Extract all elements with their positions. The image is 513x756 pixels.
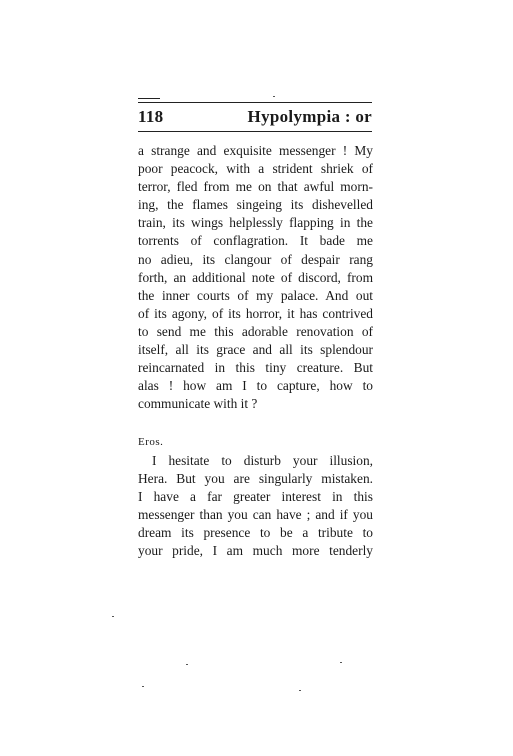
scan-speck	[299, 690, 301, 691]
text-line: terror, fled from me on that awful morn-	[138, 179, 373, 195]
text-line: dream its presence to be a tribute to	[138, 524, 373, 540]
text-line: poor peacock, with a strident shriek of	[138, 161, 373, 177]
text-line: train, its wings helplessly flapping in the	[138, 215, 373, 231]
text-line: messenger than you can have ; and if you	[138, 506, 373, 522]
text-line: Hera. But you are singularly mistaken.	[138, 470, 373, 486]
text-line: itself, all its grace and all its splendour	[138, 342, 373, 358]
text-line: ing, the flames singeing its dishevelled	[138, 197, 373, 213]
header-rule-tick	[138, 98, 160, 99]
text-line: to send me this adorable renovation of	[138, 323, 373, 339]
text-line: a strange and exquisite messenger ! My	[138, 143, 373, 158]
text-line: of its agony, of its horror, it has contrived	[138, 305, 373, 321]
text-line: no adieu, its clangour of despair rang	[138, 251, 373, 267]
scan-speck	[273, 96, 275, 97]
page-text	[138, 142, 373, 560]
paragraph-eros	[138, 452, 373, 561]
speaker-label: Eros.	[138, 436, 164, 449]
paragraph-gap	[138, 413, 373, 433]
text-line: alas ! how am I to capture, how to	[138, 378, 373, 394]
text-line: your pride, I am much more tenderly	[138, 542, 373, 558]
scan-speck	[112, 616, 114, 617]
text-line: I have a far greater interest in this	[138, 488, 373, 504]
text-line: torrents of conflagration. It bade me	[138, 233, 373, 249]
page-number: 118	[138, 107, 164, 126]
running-title: Hypolympia : or	[247, 107, 372, 126]
scan-speck	[142, 686, 144, 687]
paragraph-hera	[138, 142, 373, 413]
text-line: the inner courts of my palace. And out	[138, 287, 373, 303]
text-line: I hesitate to disturb your illusion,	[152, 452, 373, 468]
text-line: forth, an additional note of discord, from	[138, 269, 373, 285]
text-line: communicate with it ?	[138, 396, 258, 412]
text-line: reincarnated in this tiny creature. But	[138, 360, 373, 376]
running-head	[138, 102, 372, 132]
scan-speck	[340, 662, 342, 663]
scan-speck	[186, 664, 188, 665]
